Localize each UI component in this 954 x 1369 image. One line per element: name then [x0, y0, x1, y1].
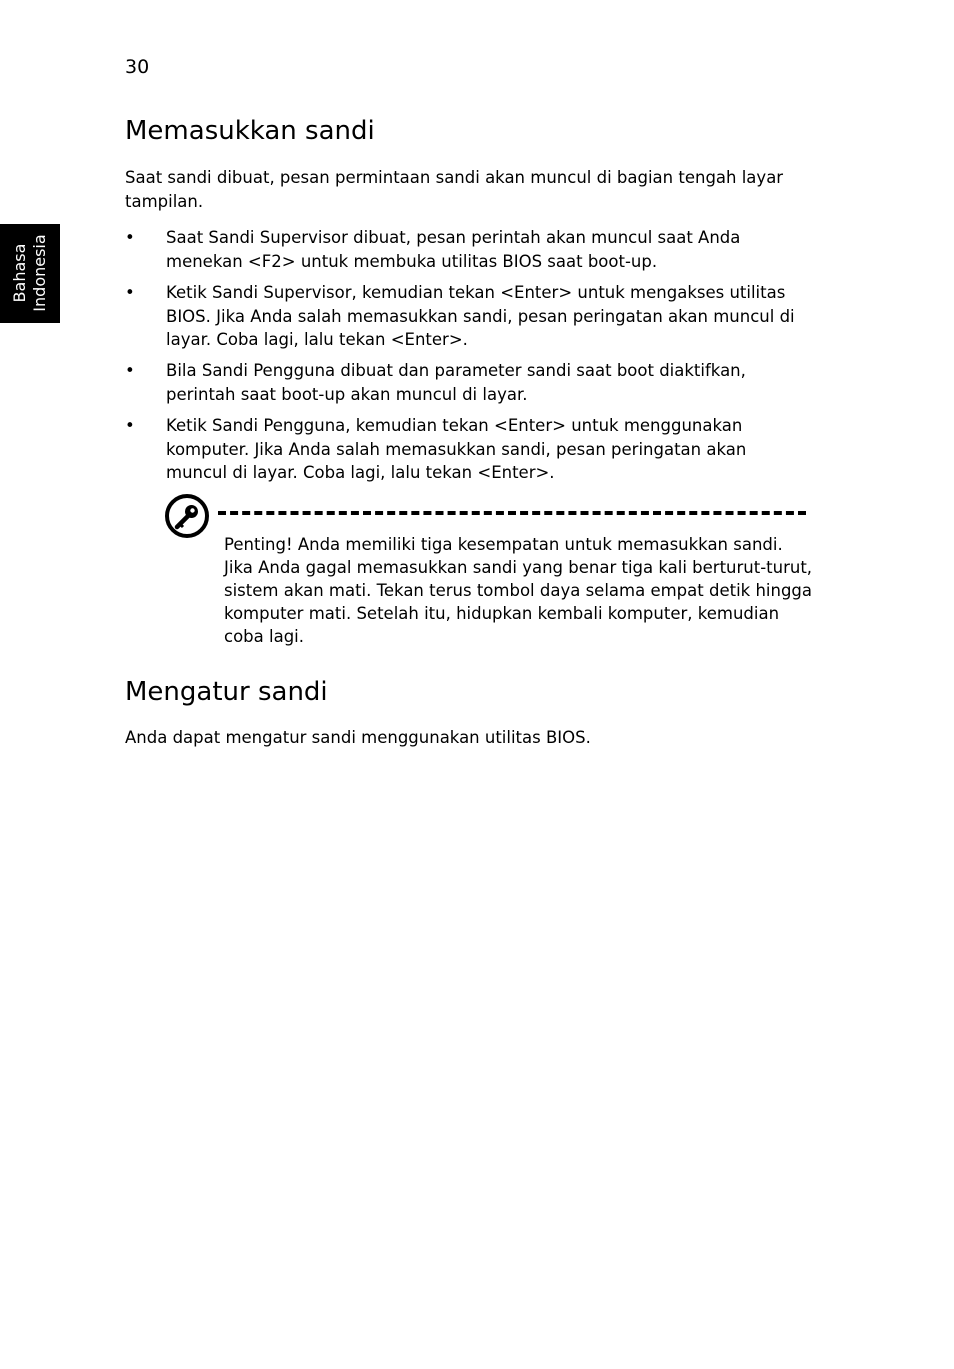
side-tab-line2: Indonesia [30, 234, 49, 312]
language-side-tab-label [10, 234, 50, 311]
section-intro-paragraph: Saat sandi dibuat, pesan permintaan sandi akan muncul di bagian tengah layar tampilan. [125, 168, 784, 211]
page-number: 30 [125, 56, 150, 78]
bullet-text-part: > untuk membuka utilitas BIOS saat boot-up. [281, 251, 658, 271]
bullet-text-part: Ketik Sandi Pengguna, kemudian tekan < [166, 416, 508, 435]
bullet-text-part: > untuk menggunakan komputer. Jika Anda salah memasukkan sandi, pesan peringatan akan muncul di layar. Coba lagi, lalu tekan < [166, 416, 747, 482]
bullet-symbol: • [125, 283, 135, 302]
note-divider [218, 511, 806, 515]
bullet-text-part: Ketik Sandi Supervisor, kemudian tekan < [166, 283, 515, 302]
bullet-text [166, 414, 811, 485]
bullet-symbol: • [125, 416, 135, 435]
bullet-symbol: • [125, 228, 135, 247]
bullet-text [166, 226, 811, 273]
bullet-text [166, 281, 811, 352]
important-note [224, 533, 814, 648]
key-name: Enter [404, 330, 449, 349]
key-name: Enter [507, 416, 553, 435]
language-side-tab [0, 224, 60, 323]
section-heading-memasukkan-sandi: Memasukkan sandi [125, 116, 375, 146]
section-heading-mengatur-sandi: Mengatur sandi [125, 677, 328, 707]
note-body: Anda memiliki tiga kesempatan untuk memasukkan sandi. Jika Anda gagal memasukkan sandi yang benar tiga kali berturut-turut, sistem akan mati. Tekan terus tombol daya selama empat detik hingga komputer mati. Setelah itu, hidupkan kembali komputer, kemudian coba lagi. [224, 535, 813, 646]
bullet-text-part: Saat Sandi Supervisor dibuat, pesan perintah akan muncul saat Anda menekan < [166, 228, 741, 271]
bullet-text: Bila Sandi Pengguna dibuat dan parameter sandi saat boot diaktifkan, perintah saat boot-up akan muncul di layar. [166, 361, 746, 404]
bullet-text-part: >. [448, 330, 468, 349]
key-icon [164, 493, 210, 539]
key-name: Enter [514, 283, 559, 302]
bullet-text-part: > untuk mengakses utilitas BIOS. Jika Anda salah memasukkan sandi, pesan peringatan akan muncul di layar. Coba lagi, lalu tekan < [166, 283, 795, 349]
bullet-text-part: >. [535, 463, 555, 482]
side-tab-line1: Bahasa [10, 243, 29, 303]
note-label: Penting! [224, 535, 293, 554]
key-name: Enter [491, 463, 536, 482]
section2-intro-paragraph: Anda dapat mengatur sandi menggunakan utilitas BIOS. [125, 728, 591, 747]
bullet-symbol: • [125, 361, 135, 380]
key-name: F2 [261, 251, 282, 271]
